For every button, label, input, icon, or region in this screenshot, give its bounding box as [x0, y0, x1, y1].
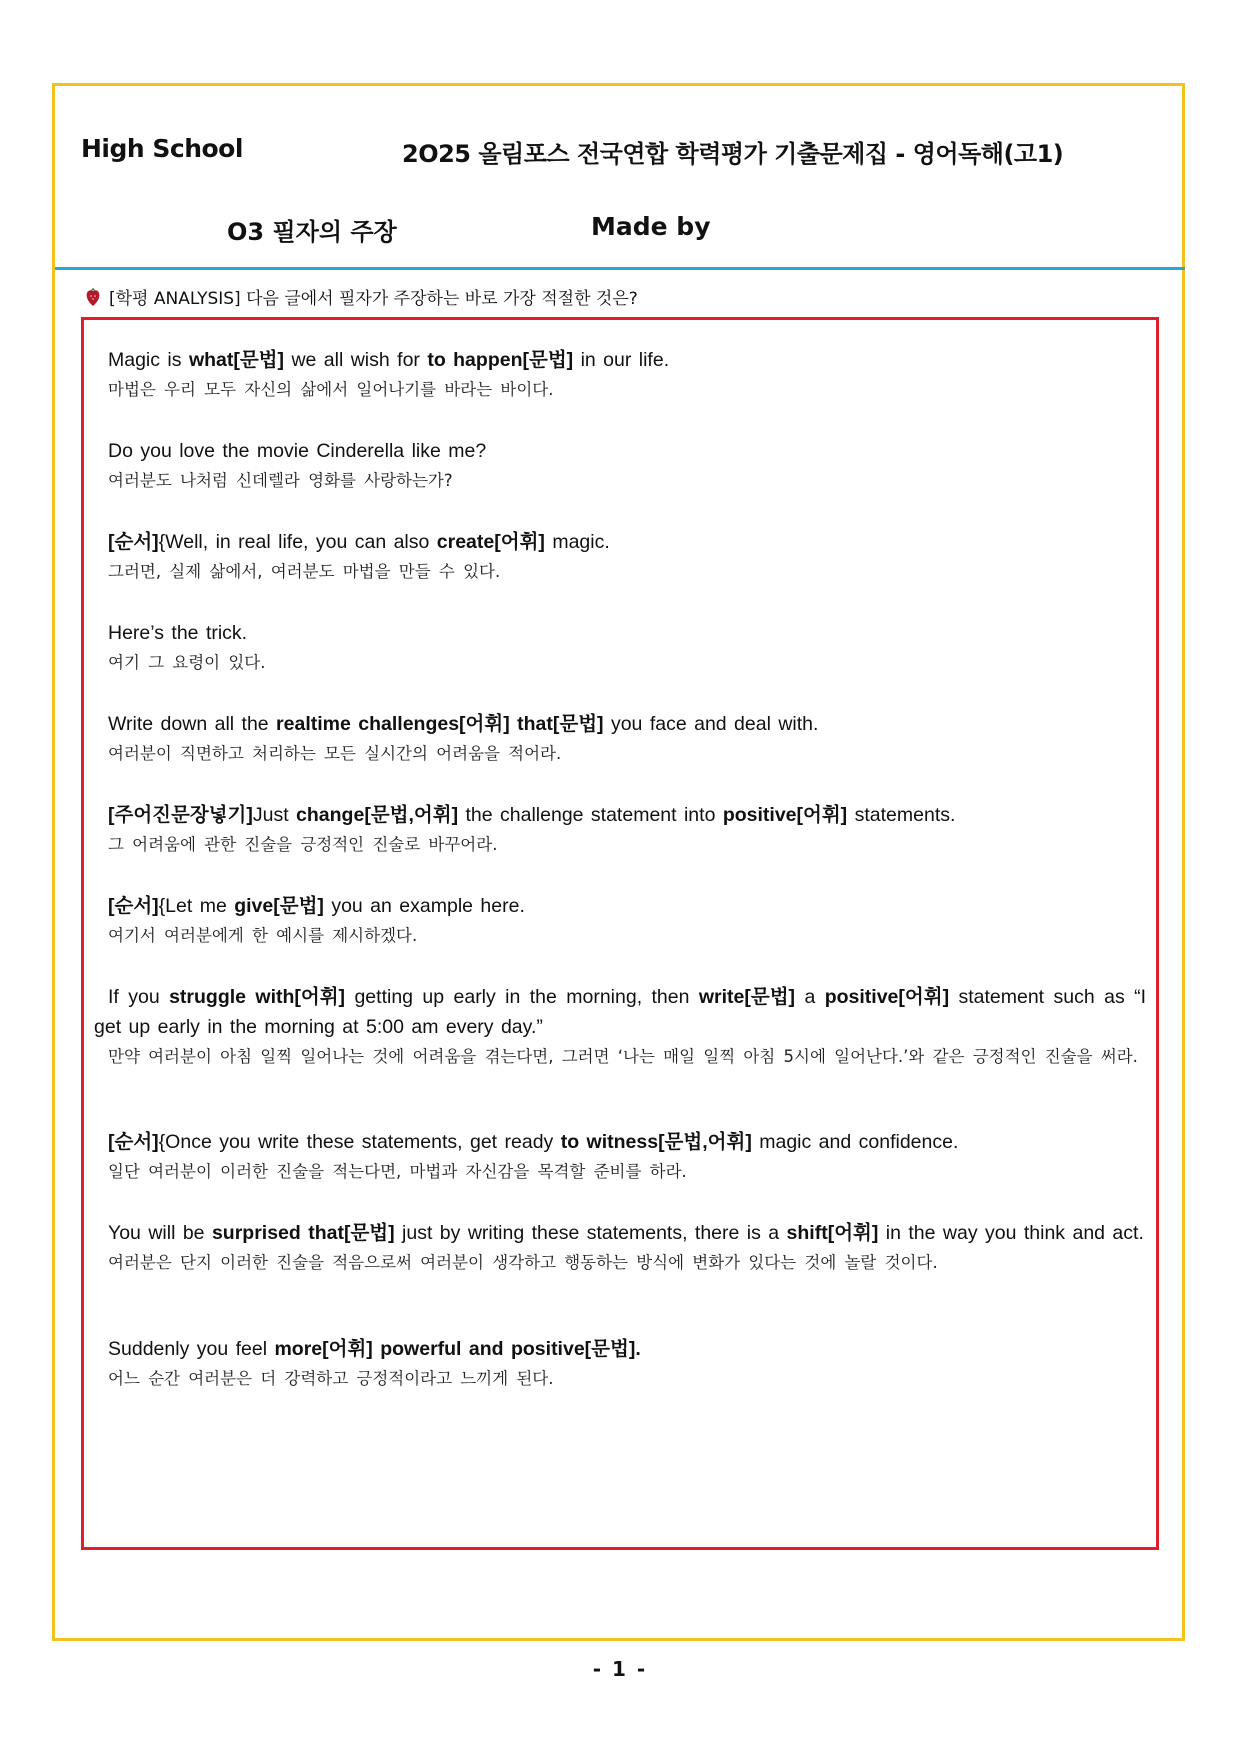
sentence-text: statement such as “I get up early in the morning at 5:00 am every day.”: [94, 986, 1146, 1038]
sentence-text: a: [795, 986, 825, 1008]
english-sentence: [94, 1127, 1146, 1157]
korean-translation: 여기 그 요령이 있다.: [108, 653, 266, 672]
english-sentence: [94, 1218, 1146, 1248]
annotated-phrase: change[문법,어휘]: [296, 804, 459, 826]
sentence-text: Here’s the trick.: [108, 622, 248, 644]
annotated-phrase: write[문법]: [698, 986, 796, 1008]
sentence-text: Just: [252, 804, 297, 826]
question-line: [85, 284, 638, 309]
korean-translation: 여러분이 직면하고 처리하는 모든 실시간의 어려움을 적어라.: [108, 744, 562, 763]
annotated-phrase: [순서]: [108, 895, 159, 917]
sentence-pair: [94, 800, 1146, 860]
sentence-pair: [94, 891, 1146, 951]
sentence-pair: [94, 436, 1146, 496]
english-sentence: [94, 1334, 1146, 1364]
sentence-text: getting up early in the morning, then: [345, 986, 699, 1008]
sentence-text: {Let me: [158, 895, 235, 917]
annotated-phrase: struggle with[어휘]: [169, 986, 346, 1008]
korean-translation: 그러면, 실제 삶에서, 여러분도 마법을 만들 수 있다.: [108, 562, 501, 581]
sentence-text: If you: [108, 986, 170, 1008]
english-sentence: [94, 709, 1146, 739]
annotated-phrase: [순서]: [108, 1131, 159, 1153]
sentence-text: You will be: [108, 1222, 212, 1244]
school-label: High School: [81, 134, 243, 163]
annotated-phrase: realtime challenges[어휘]: [276, 713, 510, 735]
korean-translation: 만약 여러분이 아침 일찍 일어나는 것에 어려움을 겪는다면, 그러면 ‘나는 매일 일찍 아침 5시에 일어난다.’와 같은 긍정적인 진술을 써라.: [108, 1047, 1138, 1066]
sentence-text: Suddenly you feel: [108, 1338, 275, 1360]
sentence-text: magic and confidence.: [751, 1131, 959, 1153]
annotated-phrase: [순서]: [108, 531, 159, 553]
sentence-pair: [94, 345, 1146, 405]
english-sentence: [94, 891, 1146, 921]
sentence-pair: [94, 527, 1146, 587]
annotated-phrase: positive[어휘]: [722, 804, 848, 826]
sentence-text: in our life.: [573, 349, 670, 371]
sentence-text: {Once you write these statements, get ready: [158, 1131, 561, 1153]
english-sentence: [94, 527, 1146, 557]
korean-translation: 여러분은 단지 이러한 진술을 적음으로써 여러분이 생각하고 행동하는 방식에 변화가 있다는 것에 놀랄 것이다.: [108, 1253, 938, 1272]
sentence-text: {Well, in real life, you can also: [158, 531, 437, 553]
annotated-phrase: more[어휘]: [274, 1338, 373, 1360]
sentence-pair: [94, 709, 1146, 769]
sentence-text: we all wish for: [284, 349, 428, 371]
annotated-phrase: surprised that[문법]: [211, 1222, 395, 1244]
sentence-pair: [94, 1218, 1146, 1278]
english-sentence: [94, 618, 1146, 648]
sentence-text: in the way you think and act.: [878, 1222, 1144, 1244]
sentence-text: Do you love the movie Cinderella like me?: [108, 440, 487, 462]
annotated-phrase: shift[어휘]: [786, 1222, 879, 1244]
english-sentence: [94, 345, 1146, 375]
korean-translation: 어느 순간 여러분은 더 강력하고 긍정적이라고 느끼게 된다.: [108, 1369, 554, 1388]
passage-box: [81, 317, 1159, 1550]
unit-title: O3 필자의 주장: [227, 218, 397, 246]
sentence-pair: [94, 982, 1146, 1072]
sentence-text: just by writing these statements, there is a: [394, 1222, 787, 1244]
annotated-phrase: to witness[문법,어휘]: [560, 1131, 752, 1153]
annotated-phrase: to happen[문법]: [427, 349, 574, 371]
english-sentence: [94, 982, 1146, 1042]
english-sentence: [94, 436, 1146, 466]
english-sentence: [94, 800, 1146, 830]
korean-translation: 일단 여러분이 이러한 진술을 적는다면, 마법과 자신감을 목격할 준비를 하라.: [108, 1162, 687, 1181]
annotated-phrase: positive[어휘]: [824, 986, 950, 1008]
korean-translation: 여러분도 나처럼 신데렐라 영화를 사랑하는가?: [108, 471, 453, 490]
sentence-text: Write down all the: [108, 713, 277, 735]
annotated-phrase: what[문법]: [188, 349, 285, 371]
made-by-label: Made by: [591, 212, 711, 241]
sentence-pair: [94, 1127, 1146, 1187]
annotated-phrase: give[문법]: [234, 895, 324, 917]
sentence-text: statements.: [847, 804, 956, 826]
sentence-text: you an example here.: [323, 895, 525, 917]
korean-translation: 여기서 여러분에게 한 예시를 제시하겠다.: [108, 926, 418, 945]
annotated-phrase: [주어진문장넣기]: [108, 804, 253, 826]
page-frame: [52, 83, 1185, 1641]
strawberry-icon: [85, 287, 101, 307]
annotated-phrase: that[문법]: [517, 713, 604, 735]
sentence-text: magic.: [544, 531, 610, 553]
header-divider: [55, 267, 1185, 270]
sentence-text: you face and deal with.: [603, 713, 819, 735]
sentence-pair: [94, 1334, 1146, 1394]
korean-translation: 마법은 우리 모두 자신의 삶에서 일어나기를 바라는 바이다.: [108, 380, 554, 399]
book-title: 2O25 올림포스 전국연합 학력평가 기출문제집 - 영어독해(고1): [402, 140, 1064, 168]
sentence-text: Magic is: [108, 349, 189, 371]
sentence-text: the challenge statement into: [458, 804, 723, 826]
page-number: - 1 -: [592, 1657, 648, 1681]
korean-translation: 그 어려움에 관한 진술을 긍정적인 진술로 바꾸어라.: [108, 835, 498, 854]
annotated-phrase: create[어휘]: [436, 531, 545, 553]
question-text: [학평 ANALYSIS] 다음 글에서 필자가 주장하는 바로 가장 적절한 것은?: [109, 289, 638, 309]
annotated-phrase: powerful and positive[문법].: [372, 1338, 641, 1360]
sentence-pair: [94, 618, 1146, 678]
